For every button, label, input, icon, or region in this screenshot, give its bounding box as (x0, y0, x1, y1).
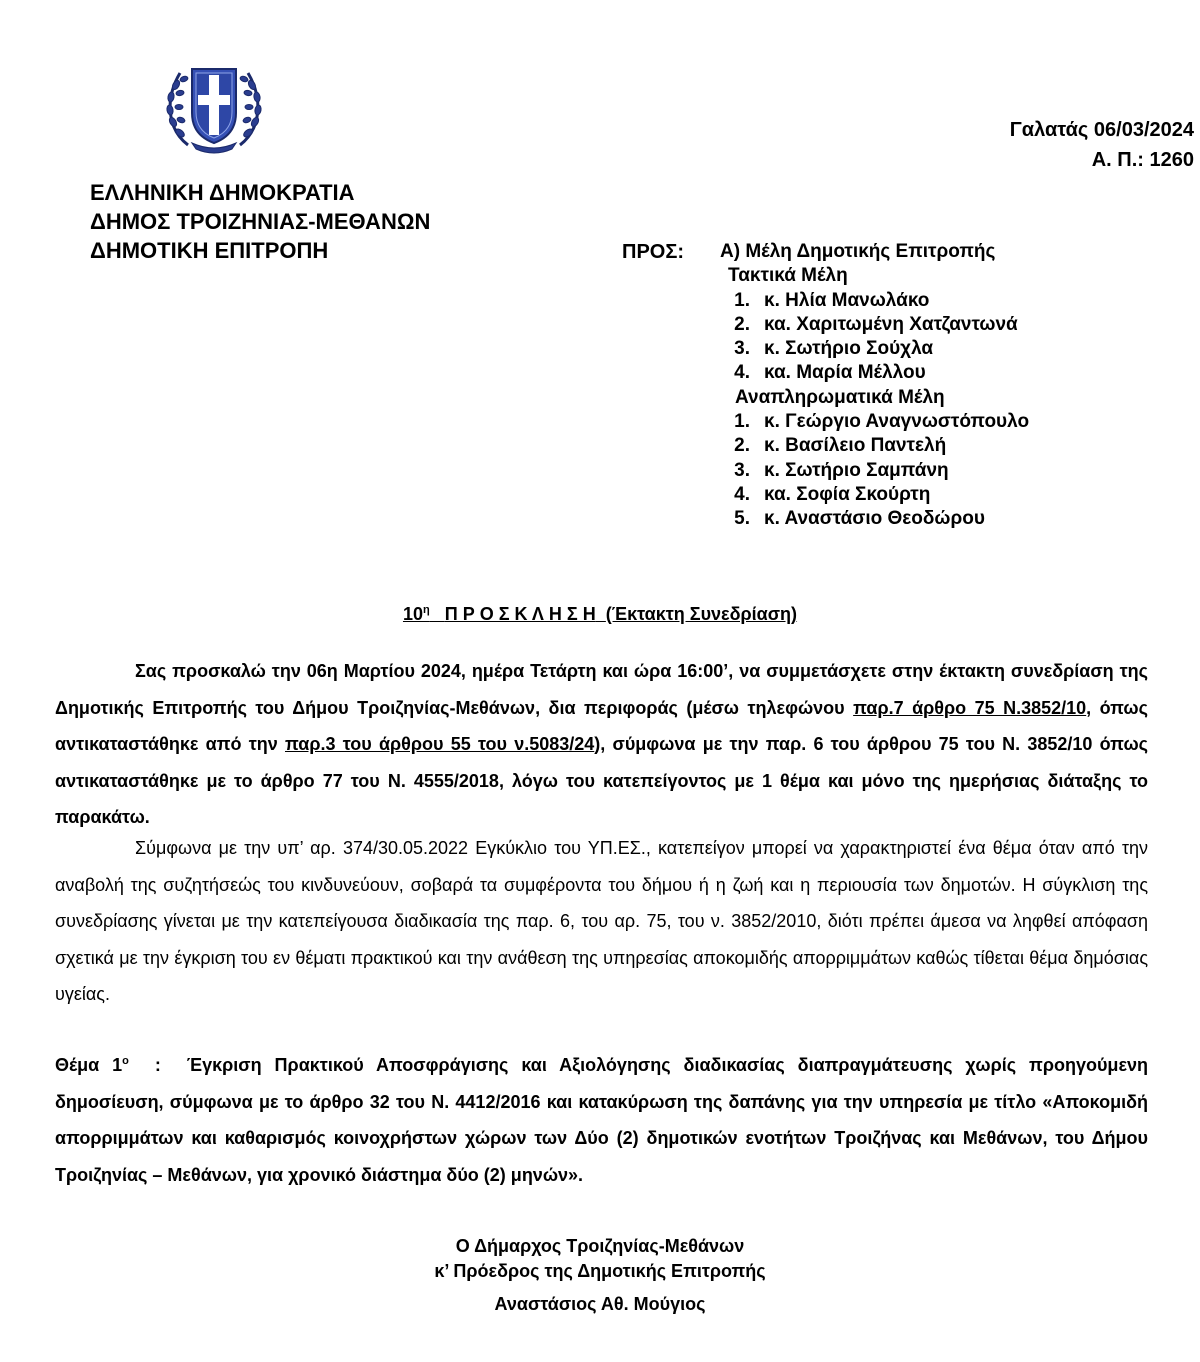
subject-paragraph: Θέμα $1^o$ : Έγκριση Πρακτικού Αποσφράγισης και Αξιολόγησης διαδικασίας διαπραγμάτευσης χωρίς προηγούμενη δημοσίευση, σύμφωνα με το άρθρο 32 του Ν. 4412/2016 και κατακύρωση της δαπάνης για την υπηρεσία με τίτλο «Αποκομιδή απορριμμάτων και καθαρισμός κοινοχρήστων χώρων των Δύο (2) δημοτικών ενοτήτων Τροιζήνας και Μεθάνων, του Δήμου Τροιζηνίας – Μεθάνων, για χρονικό διάστημα δύο (2) μηνών». (55, 1055, 1148, 1185)
list-item: 4. κα. Μαρία Μέλλου (734, 362, 926, 384)
recipients-group: Α) Μέλη Δημοτικής Επιτροπής (720, 241, 996, 262)
recipients-label: ΠΡΟΣ: (622, 241, 685, 263)
greek-coat-of-arms-emblem (158, 55, 270, 155)
list-item: 2. κ. Βασίλειο Παντελή (734, 435, 947, 457)
invitation-paragraph: Σας προσκαλώ την 06η Μαρτίου 2024, ημέρα Τετάρτη και ώρα 16:00’, να συμμετάσχετε στην έκτακτη συνεδρίαση της Δημοτικής Επιτροπής του Δήμου Τροιζηνίας-Μεθάνων, δια περιφοράς (μέσω τηλεφώνου παρ.7 άρθρο 75 Ν.3852/10, όπως αντικαταστάθηκε από την παρ.3 του άρθρου 55 του ν.5083/24), σύμφωνα με την παρ. 6 του άρθρου 75 του Ν. 3852/10 όπως αντικαταστάθηκε με το άρθρο 77 του Ν. 4555/2018, λόγω του κατεπείγοντος με 1 θέμα και μόνο της ημερήσιας διάταξης το παρακάτω. (55, 661, 1149, 827)
subject-label: Θέμα 1 (55, 1055, 123, 1075)
date-protocol-block (1010, 115, 1194, 175)
issuer-block (90, 178, 430, 265)
law-reference-link: παρ.3 του άρθρου 55 του ν.5083/24 (285, 734, 595, 754)
signature-role: Ο Δήμαρχος Τροιζηνίας-Μεθάνων κ’ Πρόεδρος της Δημοτικής Επιτροπής (434, 1236, 766, 1281)
urgency-paragraph: Σύμφωνα με την υπ’ αρ. 374/30.05.2022 Εγκύκλιο του ΥΠ.ΕΣ., κατεπείγον μπορεί να χαρακτηριστεί ένα θέμα όταν από την αναβολή της συζητήσεώς του κινδυνεύουν, σοβαρά τα συμφέροντα του δήμου ή η ζωή και η περιουσία των δημοτών. Η σύγκλιση της συνεδρίασης γίνεται με την κατεπείγουσα διαδικασία της παρ. 6, του αρ. 75, του ν. 3852/2010, διότι πρέπει άμεσα να ληφθεί απόφαση σχετικά με την έγκριση του εν θέματι πρακτικού και την ανάθεση της υπηρεσίας αποκομιδής απορριμμάτων καθώς τίθεται θέμα δημόσιας υγείας. (55, 838, 1148, 1004)
list-item: 2. κα. Χαριτωμένη Χατζαντωνά (734, 313, 1018, 335)
invitation-title: $10^\eta$ Π Ρ Ο Σ Κ Λ Η Σ Η (Έκτακτη Συνεδρίαση) (402, 604, 798, 624)
list-item: 5. κ. Αναστάσιο Θεοδώρου (734, 508, 985, 530)
list-item: 3. κ. Σωτήριο Σαμπάνη (734, 459, 949, 481)
list-item: 1. κ. Ηλία Μανωλάκο (734, 289, 930, 311)
signature-name: Αναστάσιος Αθ. Μούγιος (494, 1294, 706, 1314)
protocol-number: Α. Π.: 1260 (1091, 149, 1194, 171)
place-date: Γαλατάς 06/03/2024 (1009, 119, 1194, 141)
list-item: 4. κα. Σοφία Σκούρτη (734, 483, 931, 505)
issuer-line-3: ΔΗΜΟΤΙΚΗ ΕΠΙΤΡΟΠΗ (90, 238, 329, 263)
issuer-line-2: ΔΗΜΟΣ ΤΡΟΙΖΗΝΙΑΣ-ΜΕΘΑΝΩΝ (90, 209, 431, 234)
issuer-line-1: ΕΛΛΗΝΙΚΗ ΔΗΜΟΚΡΑΤΙΑ (90, 180, 355, 205)
regular-members-heading: Τακτικά Μέλη (728, 265, 848, 287)
alternate-members-heading: Αναπληρωματικά Μέλη (735, 386, 945, 408)
list-item: 1. κ. Γεώργιο Αναγνωστόπουλο (734, 411, 1030, 433)
law-reference-link: παρ.7 άρθρο 75 Ν.3852/10 (853, 697, 1087, 718)
list-item: 3. κ. Σωτήριο Σούχλα (734, 338, 934, 360)
recipients-list (720, 240, 1029, 532)
